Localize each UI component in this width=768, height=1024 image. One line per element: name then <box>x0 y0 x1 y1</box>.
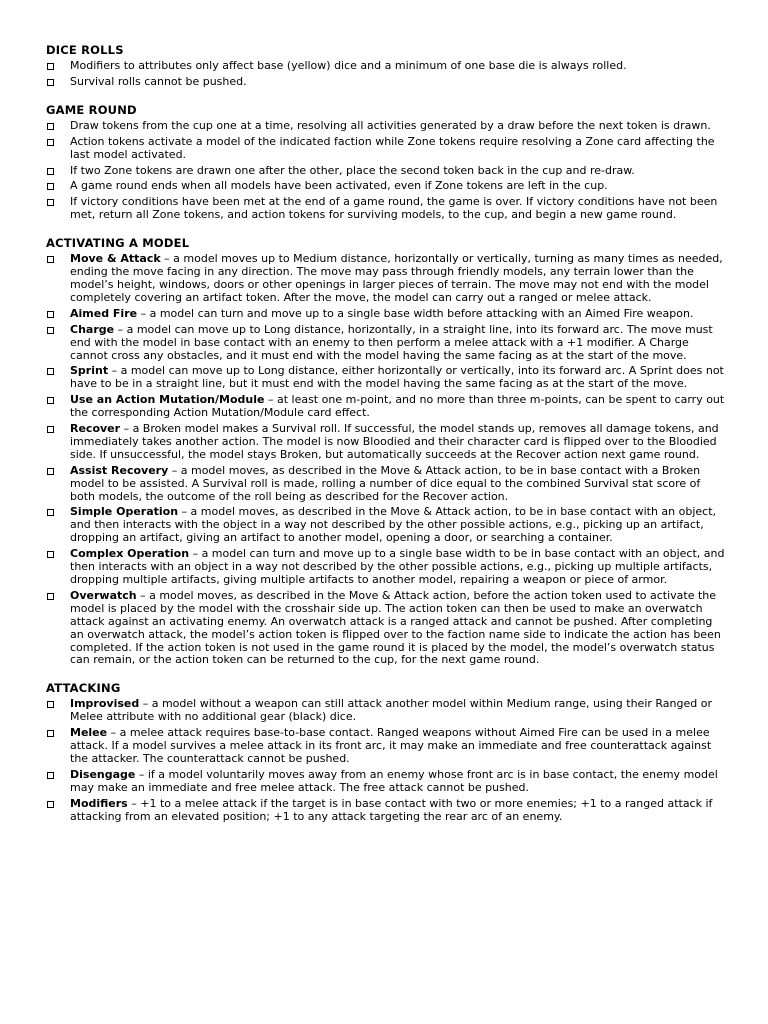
item-term: Recover <box>70 422 121 436</box>
checkbox-icon <box>47 139 54 146</box>
list-item <box>46 769 726 795</box>
list-item <box>46 365 726 391</box>
list-item <box>46 798 726 824</box>
list-item <box>46 423 726 462</box>
item-text: – a model moves, as described in the Move & Attack action, to be in base contact with an object, and then interacts with the object in a way not described by the other possible actions, e.g., picking up an artifact, dropping an artifact, giving an artifact to another model, opening a door, or searching a container. <box>70 505 717 545</box>
list-item <box>46 465 726 504</box>
item-text: Action tokens activate a model of the indicated faction while Zone tokens require resolving a Zone card affecting the last model activated. <box>70 134 715 161</box>
checkbox-icon <box>47 311 54 318</box>
item-text: A game round ends when all models have been activated, even if Zone tokens are left in the cup. <box>70 179 608 193</box>
checkbox-icon <box>47 509 54 516</box>
item-text: Draw tokens from the cup one at a time, resolving all activities generated by a draw before the next token is drawn. <box>70 118 711 132</box>
item-text: If victory conditions have been met at the end of a game round, the game is over. If victory conditions have not been met, return all Zone tokens, and action tokens for surviving models, to the cup, and begin a new game round. <box>70 195 718 222</box>
section-attacking <box>46 681 726 823</box>
list-item <box>46 548 726 587</box>
item-term: Complex Operation <box>70 547 190 561</box>
checkbox-icon <box>47 199 54 206</box>
item-term: Disengage <box>70 767 136 781</box>
checkbox-icon <box>47 730 54 737</box>
item-text: – a Broken model makes a Survival roll. If successful, the model stands up, removes all damage tokens, and immediately takes another action. The model is now Bloodied and their character card is flipped over to the Bloodied side. If unsuccessful, the model stays Broken, but automatically succeeds at the Recover action next game round. <box>70 422 719 461</box>
item-text: – a model moves up to Medium distance, horizontally or vertically, turning as many times as needed, ending the move facing in any direction. The move may pass through friendly models, any terrain lower than the model’s height, windows, doors or other openings in larger pieces of terrain. The move may not end with the model completely covering an artifact token. After the move, the model can carry out a ranged or melee attack. <box>70 252 723 304</box>
list-item <box>46 506 726 545</box>
item-term: Assist Recovery <box>70 463 169 477</box>
item-text: – a model can turn and move up to a single base width before attacking with an Aimed Fire weapon. <box>137 306 694 320</box>
item-text: – a model moves, as described in the Move & Attack action, to be in base contact with a Broken model to be assisted. A Survival roll is made, rolling a number of dice equal to the combined Survival stat score of both models, the outcome of the roll being as described for the Recover action. <box>70 463 701 503</box>
list-item <box>46 136 726 162</box>
section-heading: ATTACKING <box>46 681 121 696</box>
list-item <box>46 120 726 133</box>
list-item <box>46 76 726 89</box>
list-item <box>46 60 726 73</box>
checkbox-icon <box>47 593 54 600</box>
section-heading: GAME ROUND <box>46 102 137 117</box>
list-item <box>46 394 726 420</box>
list-item <box>46 590 726 667</box>
item-text: – at least one m-point, and no more than three m-points, can be spent to carry out the corresponding Action Mutation/Module card effect. <box>70 393 725 420</box>
checkbox-icon <box>47 183 54 190</box>
section-game-round <box>46 103 726 222</box>
checkbox-icon <box>47 551 54 558</box>
list-item <box>46 180 726 193</box>
checkbox-icon <box>47 63 54 70</box>
item-text: – a model moves, as described in the Move & Attack action, before the action token used to activate the model is placed by the model with the crosshair side up. The action token can then be used to make an overwatch attack against an activating enemy. An overwatch attack is a ranged attack and cannot be pushed. After completing an overwatch attack, the model’s action token is flipped over to the faction name side to indicate the action has been completed. If the action token is not used in the game round it is placed by the model, the model’s overwatch status can remain, or the action token can be returned to the cup, for the next game round. <box>70 588 721 667</box>
checkbox-icon <box>47 468 54 475</box>
item-text: – a model without a weapon can still attack another model within Medium range, using their Ranged or Melee attribute with no additional gear (black) dice. <box>70 697 712 724</box>
checkbox-icon <box>47 772 54 779</box>
item-term: Modifiers <box>70 796 128 810</box>
item-text: Survival rolls cannot be pushed. <box>70 74 247 88</box>
checkbox-icon <box>47 168 54 175</box>
checkbox-icon <box>47 123 54 130</box>
checkbox-icon <box>47 701 54 708</box>
item-term: Overwatch <box>70 588 137 602</box>
item-text: – a model can turn and move up to a single base width to be in base contact with an object, and then interacts with an object in a way not described by the other possible actions, e.g., picking up multiple artifacts, dropping multiple artifacts, giving multiple artifacts to another model, repairing a weapon or piece of armor. <box>70 547 725 586</box>
item-term: Melee <box>70 726 108 740</box>
section-heading: DICE ROLLS <box>46 43 124 57</box>
item-text: Modifiers to attributes only affect base (yellow) dice and a minimum of one base die is always rolled. <box>70 59 627 72</box>
item-term: Move & Attack <box>70 252 161 266</box>
checkbox-icon <box>47 327 54 334</box>
rules-reference-page <box>46 43 726 838</box>
checkbox-icon <box>47 79 54 86</box>
section-heading: ACTIVATING A MODEL <box>46 236 190 251</box>
item-term: Charge <box>70 322 115 336</box>
item-text: – if a model voluntarily moves away from an enemy whose front arc is in base contact, the enemy model may make an immediate and free melee attack. The free attack cannot be pushed. <box>70 767 718 794</box>
checkbox-icon <box>47 426 54 433</box>
item-term: Sprint <box>70 364 109 378</box>
list-item <box>46 165 726 178</box>
checkbox-icon <box>47 368 54 375</box>
checkbox-icon <box>47 256 54 263</box>
list-item <box>46 324 726 363</box>
list-item <box>46 727 726 766</box>
list-item <box>46 253 726 305</box>
item-text: – a melee attack requires base-to-base contact. Ranged weapons without Aimed Fire can be used in a melee attack. If a model survives a melee attack in its front arc, it may make an immediate and free counterattack against the attacker. The counterattack cannot be pushed. <box>70 726 712 765</box>
list-item <box>46 698 726 724</box>
list-item <box>46 308 726 321</box>
item-term: Simple Operation <box>70 505 179 519</box>
item-text: – a model can move up to Long distance, either horizontally or vertically, into its forward arc. A Sprint does not have to be in a straight line, but it must end with the model having the same facing as at the start of the move. <box>70 364 724 391</box>
list-item <box>46 196 726 222</box>
item-term: Use an Action Mutation/Module <box>70 393 265 407</box>
item-text: – +1 to a melee attack if the target is in base contact with two or more enemies; +1 to a ranged attack if attacking from an elevated position; +1 to any attack targeting the rear arc of an enemy. <box>70 796 713 823</box>
item-term: Aimed Fire <box>70 306 138 320</box>
checkbox-icon <box>47 801 54 808</box>
checkbox-icon <box>47 397 54 404</box>
item-term: Improvised <box>70 697 140 711</box>
item-text: If two Zone tokens are drawn one after the other, place the second token back in the cup and re-draw. <box>70 163 635 177</box>
item-text: – a model can move up to Long distance, horizontally, in a straight line, into its forward arc. The move must end with the model in base contact with an enemy to then perform a melee attack with a +1 modifier. A Charge cannot cross any obstacles, and it must end with the model having the same facing as at the start of the move. <box>70 322 713 362</box>
section-dice-rolls <box>46 43 726 89</box>
section-activating-a-model <box>46 236 726 667</box>
